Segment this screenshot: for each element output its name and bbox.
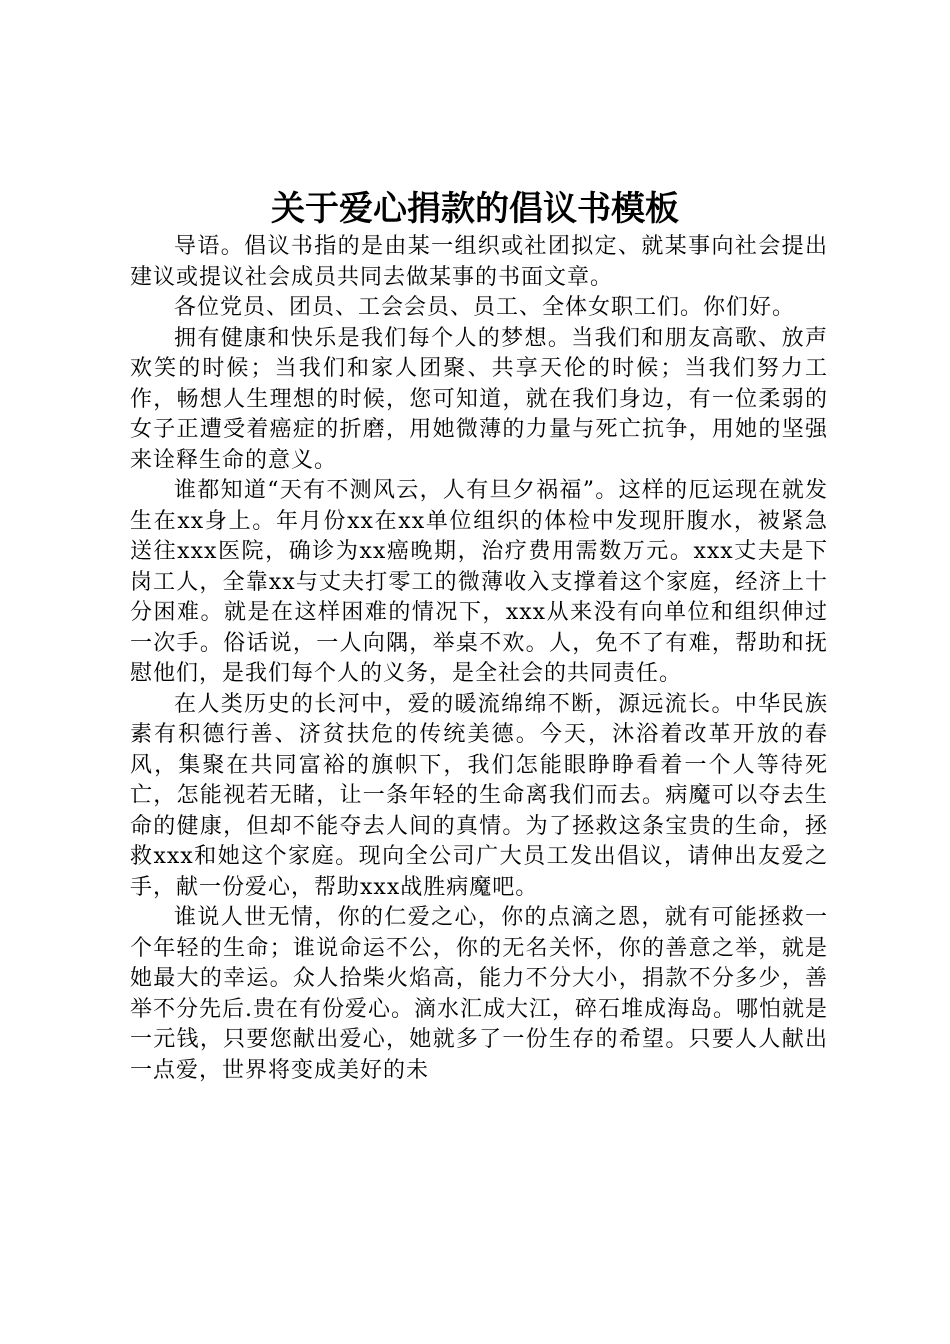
paragraph-misfortune: 谁都知道“天有不测风云，人有旦夕祸福”。这样的厄运现在就发生在xx身上。年月份xx在xx单位组织的体检中发现肝腹水，被紧急送往xxx医院，确诊为xx癌晚期，治疗费用需数万元。xxx丈夫是下岗工人，全靠xx与丈夫打零工的微薄收入支撑着这个家庭，经济上十分困难。就是在这样困难的情况下，xxx从来没有向单位和组织伸过一次手。俗话说，一人向隅，举桌不欢。人，免不了有难，帮助和抚慰他们，是我们每个人的义务，是全社会的共同责任。 [130, 478, 828, 686]
paragraph-salutation: 各位党员、团员、工会会员、员工、全体女职工们。你们好。 [174, 295, 796, 320]
document-body [130, 232, 828, 1086]
paragraph-health-dream: 拥有健康和快乐是我们每个人的梦想。当我们和朋友高歌、放声欢笑的时候；当我们和家人团聚、共享天伦的时候；当我们努力工作，畅想人生理想的时候，您可知道，就在我们身边，有一位柔弱的女子正遭受着癌症的折磨，用她微薄的力量与死亡抗争，用她的坚强来诠释生命的意义。 [130, 325, 828, 473]
paragraph-intro: 导语。倡议书指的是由某一组织或社团拟定、就某事向社会提出建议或提议社会成员共同去做某事的书面文章。 [130, 234, 828, 290]
document-title: 关于爱心捐款的倡议书模板 [271, 189, 679, 229]
paragraph-history: 在人类历史的长河中，爱的暖流绵绵不断，源远流长。中华民族素有积德行善、济贫扶危的传统美德。今天，沐浴着改革开放的春风，集聚在共同富裕的旗帜下，我们怎能眼睁睁看着一个人等待死亡，怎能视若无睹，让一条年轻的生命离我们而去。病魔可以夺去生命的健康，但却不能夺去人间的真情。为了拯救这条宝贵的生命，拯救xxx和她这个家庭。现向全公司广大员工发出倡议，请伸出友爱之手，献一份爱心，帮助xxx战胜病魔吧。 [130, 691, 828, 900]
paragraph-appeal: 谁说人世无情，你的仁爱之心，你的点滴之恩，就有可能拯救一个年轻的生命；谁说命运不公，你的无名关怀，你的善意之举，就是她最大的幸运。众人拾柴火焰高，能力不分大小，捐款不分多少，善举不分先后.贵在有份爱心。滴水汇成大江，碎石堆成海岛。哪怕就是一元钱，只要您献出爱心，她就多了一份生存的希望。只要人人献出一点爱，世界将变成美好的未 [130, 905, 828, 1083]
